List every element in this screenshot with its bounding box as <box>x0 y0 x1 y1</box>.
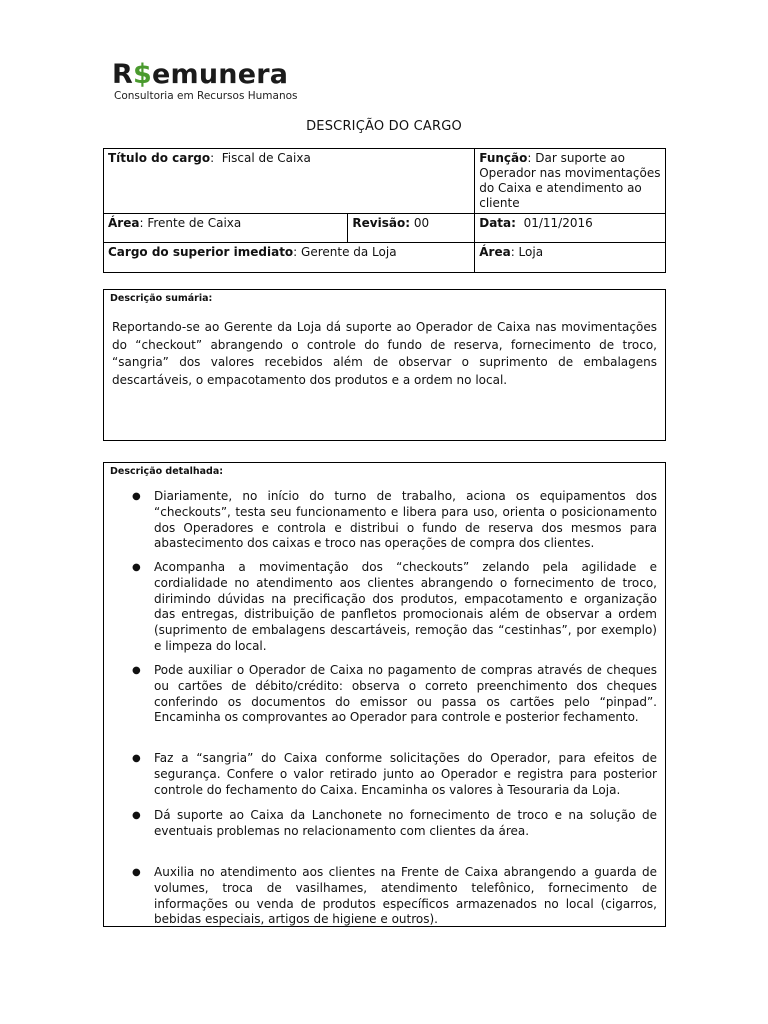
bullet-icon: ● <box>132 867 141 878</box>
company-logo <box>112 59 298 106</box>
cell-area-loja: Área: Loja <box>475 243 666 273</box>
bullet-icon: ● <box>132 491 141 502</box>
bullet-icon: ● <box>132 665 141 676</box>
details-box: Descrição detalhada: ● Diariamente, no início do turno de trabalho, aciona os equipamentos dos “checkouts”, testa seu funcionamento e libera para uso, orienta o posicionamento dos Operadores e controla e distribui o fundo de reserva dos mesmos para abastecimento dos caixas e troco nas operações de compra dos clientes. ● Acompanha a movimentação dos “checkouts” zelando pela agilidade e cordialidade no atendimento aos clientes abrangendo o fornecimento de troco, dirimindo dúvidas na precificação dos produtos, empacotamento e organização das entregas, distribuição de panfletos promocionais além de observar a ordem (suprimento de embalagens descartáveis, remoção das “cestinhas”, por exemplo) e limpeza do local. ● Pode auxiliar o Operador de Caixa no pagamento de compras através de cheques ou cartões de débito/crédito: observa o correto preenchimento dos cheques conferindo os documentos do emissor ou passa os cartões pelo “pinpad”. Encaminha os comprovantes ao Operador para controle e posterior fechamento. ● Faz a “sangria” do Caixa conforme solicitações do Operador, para efeitos de segurança. Confere o valor retirado junto ao Operador e registra para posterior controle do fechamento do Caixa. Encaminha os valores à Tesouraria da Loja. ● Dá suporte ao Caixa da Lanchonete no fornecimento de troco e na solução de eventuais problemas no relacionamento com clientes da área. ● Auxilia no atendimento aos clientes na Frente de Caixa abrangendo a guarda de volumes, troca de vasilhames, atendimento telefônico, fornecimento de informações ou venda de produtos específicos armazenados no local (cigarros, bebidas especiais, artigos de higiene e outros). <box>103 462 666 927</box>
cell-data: Data: 01/11/2016 <box>475 214 666 243</box>
bullet-icon: ● <box>132 810 141 821</box>
cell-superior: Cargo do superior imediato: Gerente da Loja <box>104 243 475 273</box>
bullet-icon: ● <box>132 753 141 764</box>
logo-dollar-symbol: $ <box>133 59 152 90</box>
cell-area: Área: Frente de Caixa <box>104 214 348 243</box>
details-heading: Descrição detalhada: <box>110 466 224 477</box>
summary-box <box>103 289 666 441</box>
document-title: DESCRIÇÃO DO CARGO <box>306 119 462 134</box>
summary-heading: Descrição sumária: <box>110 293 213 304</box>
logo-subtitle: Consultoria em Recursos Humanos <box>114 90 298 102</box>
cell-revisao: Revisão: 00 <box>348 214 475 243</box>
header-table <box>103 148 666 273</box>
summary-text: Reportando-se ao Gerente da Loja dá suporte ao Operador de Caixa nas movimentações do “checkout” abrangendo o controle do fundo de reserva, fornecimento de troco, “sangria” dos valores recebidos além de observar o suprimento de embalagens descartáveis, o empacotamento dos produtos e a ordem no local. <box>112 320 657 387</box>
logo-brand: R$emunera <box>112 59 289 90</box>
cell-titulo: Título do cargo: Fiscal de Caixa <box>104 149 475 214</box>
bullet-icon: ● <box>132 562 141 573</box>
cell-funcao: Função: Dar suporte ao Operador nas movimentações do Caixa e atendimento ao cliente <box>475 149 666 214</box>
